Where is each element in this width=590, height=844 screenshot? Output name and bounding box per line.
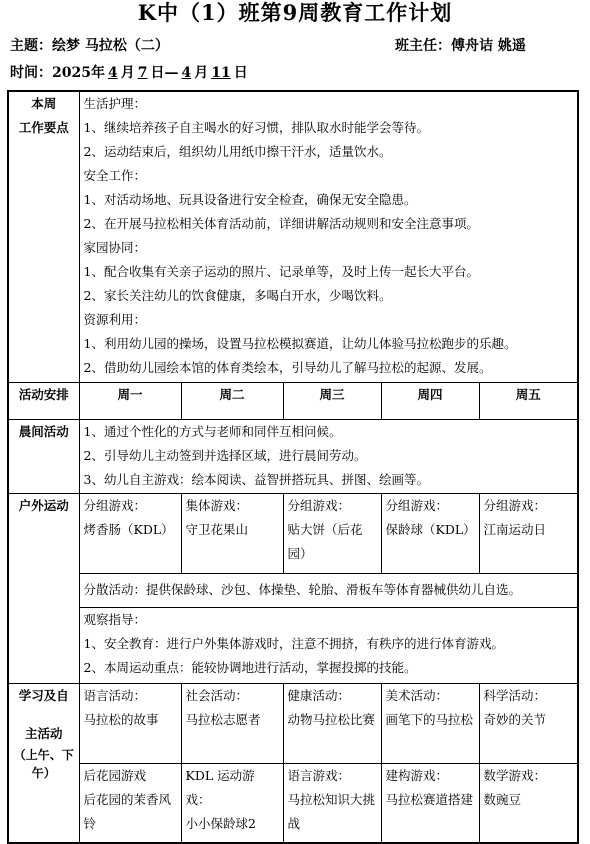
learning-cell	[381, 683, 479, 763]
weekly-label-b: 工作要点	[18, 120, 69, 135]
learning-label-b: 主活动	[24, 725, 63, 741]
time-day-end: 11	[211, 65, 231, 81]
activity-type: 建构游戏：	[385, 767, 449, 783]
time-yue-end: 月	[194, 65, 209, 81]
schedule-label: 活动安排	[8, 382, 79, 419]
weekly-line: 2、在开展马拉松相关体育活动前，详细讲解活动规则和安全注意事项。	[83, 216, 479, 231]
weekly-label	[8, 91, 79, 382]
outdoor-guide	[79, 607, 578, 683]
schedule-row	[8, 382, 578, 419]
morning-row	[8, 419, 578, 493]
activity-type: 社会活动：	[185, 687, 249, 703]
guide-line: 1、安全教育：进行户外集体游戏时，注意不拥挤，有秩序的进行体育游戏。	[83, 635, 504, 651]
game-type: 分组游戏：	[287, 497, 351, 513]
learning-cell	[381, 763, 479, 843]
game-name: 江南运动日	[483, 521, 547, 537]
learning-cell	[479, 683, 578, 763]
weekly-label-a: 本周	[31, 96, 57, 111]
activity-type: KDL 运动游戏：	[185, 767, 255, 807]
time-line	[10, 63, 248, 83]
learning-cell	[79, 763, 181, 843]
outdoor-game-cell	[283, 493, 381, 573]
weekly-line: 1、对活动场地、玩具设备进行安全检查，确保无安全隐患。	[83, 192, 417, 207]
time-year: 2025	[52, 65, 91, 81]
learning-row-2	[8, 763, 578, 843]
weekly-line: 2、借助幼儿园绘本馆的体育类绘本，引导幼儿了解马拉松的起源、发展。	[83, 360, 492, 375]
outdoor-game-cell	[79, 493, 181, 573]
morning-line: 3、幼儿自主游戏：绘本阅读、益智拼搭玩具、拼图、绘画等。	[83, 471, 429, 487]
learning-cell	[479, 763, 578, 843]
activity-name: 数豌豆	[483, 791, 522, 807]
morning-label: 晨间活动	[8, 419, 79, 493]
weekly-line: 资源利用：	[83, 312, 147, 327]
day-header-wed: 周三	[283, 382, 381, 419]
game-name: 保龄球（KDL）	[385, 521, 476, 537]
activity-name: 马拉松赛道搭建	[385, 791, 474, 807]
guide-line: 观察指导：	[83, 611, 147, 627]
activity-type: 健康活动：	[287, 687, 351, 703]
plan-table	[7, 90, 579, 844]
weekly-line: 1、配合收集有关亲子运动的照片、记录单等，及时上传一起长大平台。	[83, 264, 479, 279]
time-day-start: 7	[137, 65, 148, 81]
game-name: 贴大饼（后花园）	[287, 521, 363, 561]
time-yue-start: 月	[120, 65, 135, 81]
theme-label: 主题：	[10, 38, 52, 54]
weekly-line: 1、利用幼儿园的操场，设置马拉松模拟赛道，让幼儿体验马拉松跑步的乐趣。	[83, 336, 517, 351]
weekly-line: 家园协同：	[83, 240, 147, 255]
activity-name: 小小保龄球2	[185, 815, 256, 831]
outdoor-game-cell	[479, 493, 578, 573]
activity-type: 美术活动：	[385, 687, 449, 703]
time-month-start: 4	[107, 65, 118, 81]
day-header-fri: 周五	[479, 382, 578, 419]
activity-type: 语言游戏：	[287, 767, 351, 783]
outdoor-guide-row	[8, 607, 578, 683]
scattered-text: 分散活动：提供保龄球、沙包、体操垫、轮胎、滑板车等体育器械供幼儿自选。	[83, 582, 522, 597]
teacher-line	[395, 36, 526, 56]
theme-value: 绘梦 马拉松（二）	[52, 38, 169, 54]
morning-content	[79, 419, 578, 493]
outdoor-label: 户外运动	[8, 493, 79, 683]
morning-line: 1、通过个性化的方式与老师和同伴互相问候。	[83, 423, 342, 439]
learning-label-a: 学习及自	[18, 687, 69, 703]
game-type: 分组游戏：	[385, 497, 449, 513]
outdoor-game-cell	[181, 493, 283, 573]
learning-cell	[181, 683, 283, 763]
activity-type: 数学游戏：	[483, 767, 547, 783]
guide-line: 2、本周运动重点：能较协调地进行活动，掌握投掷的技能。	[83, 659, 417, 675]
activity-name: 马拉松的故事	[83, 711, 159, 727]
game-type: 集体游戏：	[185, 497, 249, 513]
outdoor-game-cell	[381, 493, 479, 573]
activity-name: 奇妙的关节	[483, 711, 547, 727]
learning-cell	[181, 763, 283, 843]
time-label: 时间：	[10, 65, 52, 81]
day-header-thu: 周四	[381, 382, 479, 419]
weekly-row	[8, 91, 578, 382]
game-type: 分组游戏：	[83, 497, 147, 513]
learning-cell	[283, 763, 381, 843]
outdoor-scattered	[79, 573, 578, 607]
game-type: 分组游戏：	[483, 497, 547, 513]
time-ri-end: 日	[233, 65, 248, 81]
learning-cell	[79, 683, 181, 763]
activity-name: 马拉松知识大挑战	[287, 791, 376, 831]
teacher-value: 傅舟诘 姚遥	[451, 38, 526, 54]
weekly-line: 安全工作：	[83, 168, 147, 183]
page-title: K中（1）班第9周教育工作计划	[137, 0, 453, 25]
outdoor-games-row	[8, 493, 578, 573]
game-name: 烤香肠（KDL）	[83, 521, 174, 537]
morning-line: 2、引导幼儿主动签到并选择区域，进行晨间劳动。	[83, 447, 367, 463]
day-header-tue: 周二	[181, 382, 283, 419]
activity-type: 后花园游戏	[83, 767, 147, 783]
game-name: 守卫花果山	[185, 521, 249, 537]
activity-name: 马拉松志愿者	[185, 711, 261, 727]
teacher-label: 班主任：	[395, 38, 451, 54]
time-nian: 年	[90, 65, 105, 81]
weekly-line: 1、继续培养孩子自主喝水的好习惯，排队取水时能学会等待。	[83, 120, 429, 135]
activity-type: 科学活动：	[483, 687, 547, 703]
weekly-line: 生活护理：	[83, 96, 147, 111]
time-month-end: 4	[181, 65, 192, 81]
weekly-line: 2、运动结束后，组织幼儿用纸巾擦干汗水，适量饮水。	[83, 144, 392, 159]
learning-row-1	[8, 683, 578, 763]
time-ri-start: 日—	[150, 65, 179, 81]
learning-label-c: （上午、下午）	[13, 747, 74, 780]
theme-line	[10, 36, 169, 56]
activity-name: 画笔下的马拉松	[385, 711, 474, 727]
learning-cell	[283, 683, 381, 763]
learning-label	[8, 683, 79, 843]
activity-type: 语言活动：	[83, 687, 147, 703]
activity-name: 后花园的茉香风铃	[83, 791, 172, 831]
day-header-mon: 周一	[79, 382, 181, 419]
activity-name: 动物马拉松比赛	[287, 711, 376, 727]
weekly-content	[79, 91, 578, 382]
weekly-line: 2、家长关注幼儿的饮食健康，多喝白开水，少喝饮料。	[83, 288, 392, 303]
outdoor-scattered-row	[8, 573, 578, 607]
